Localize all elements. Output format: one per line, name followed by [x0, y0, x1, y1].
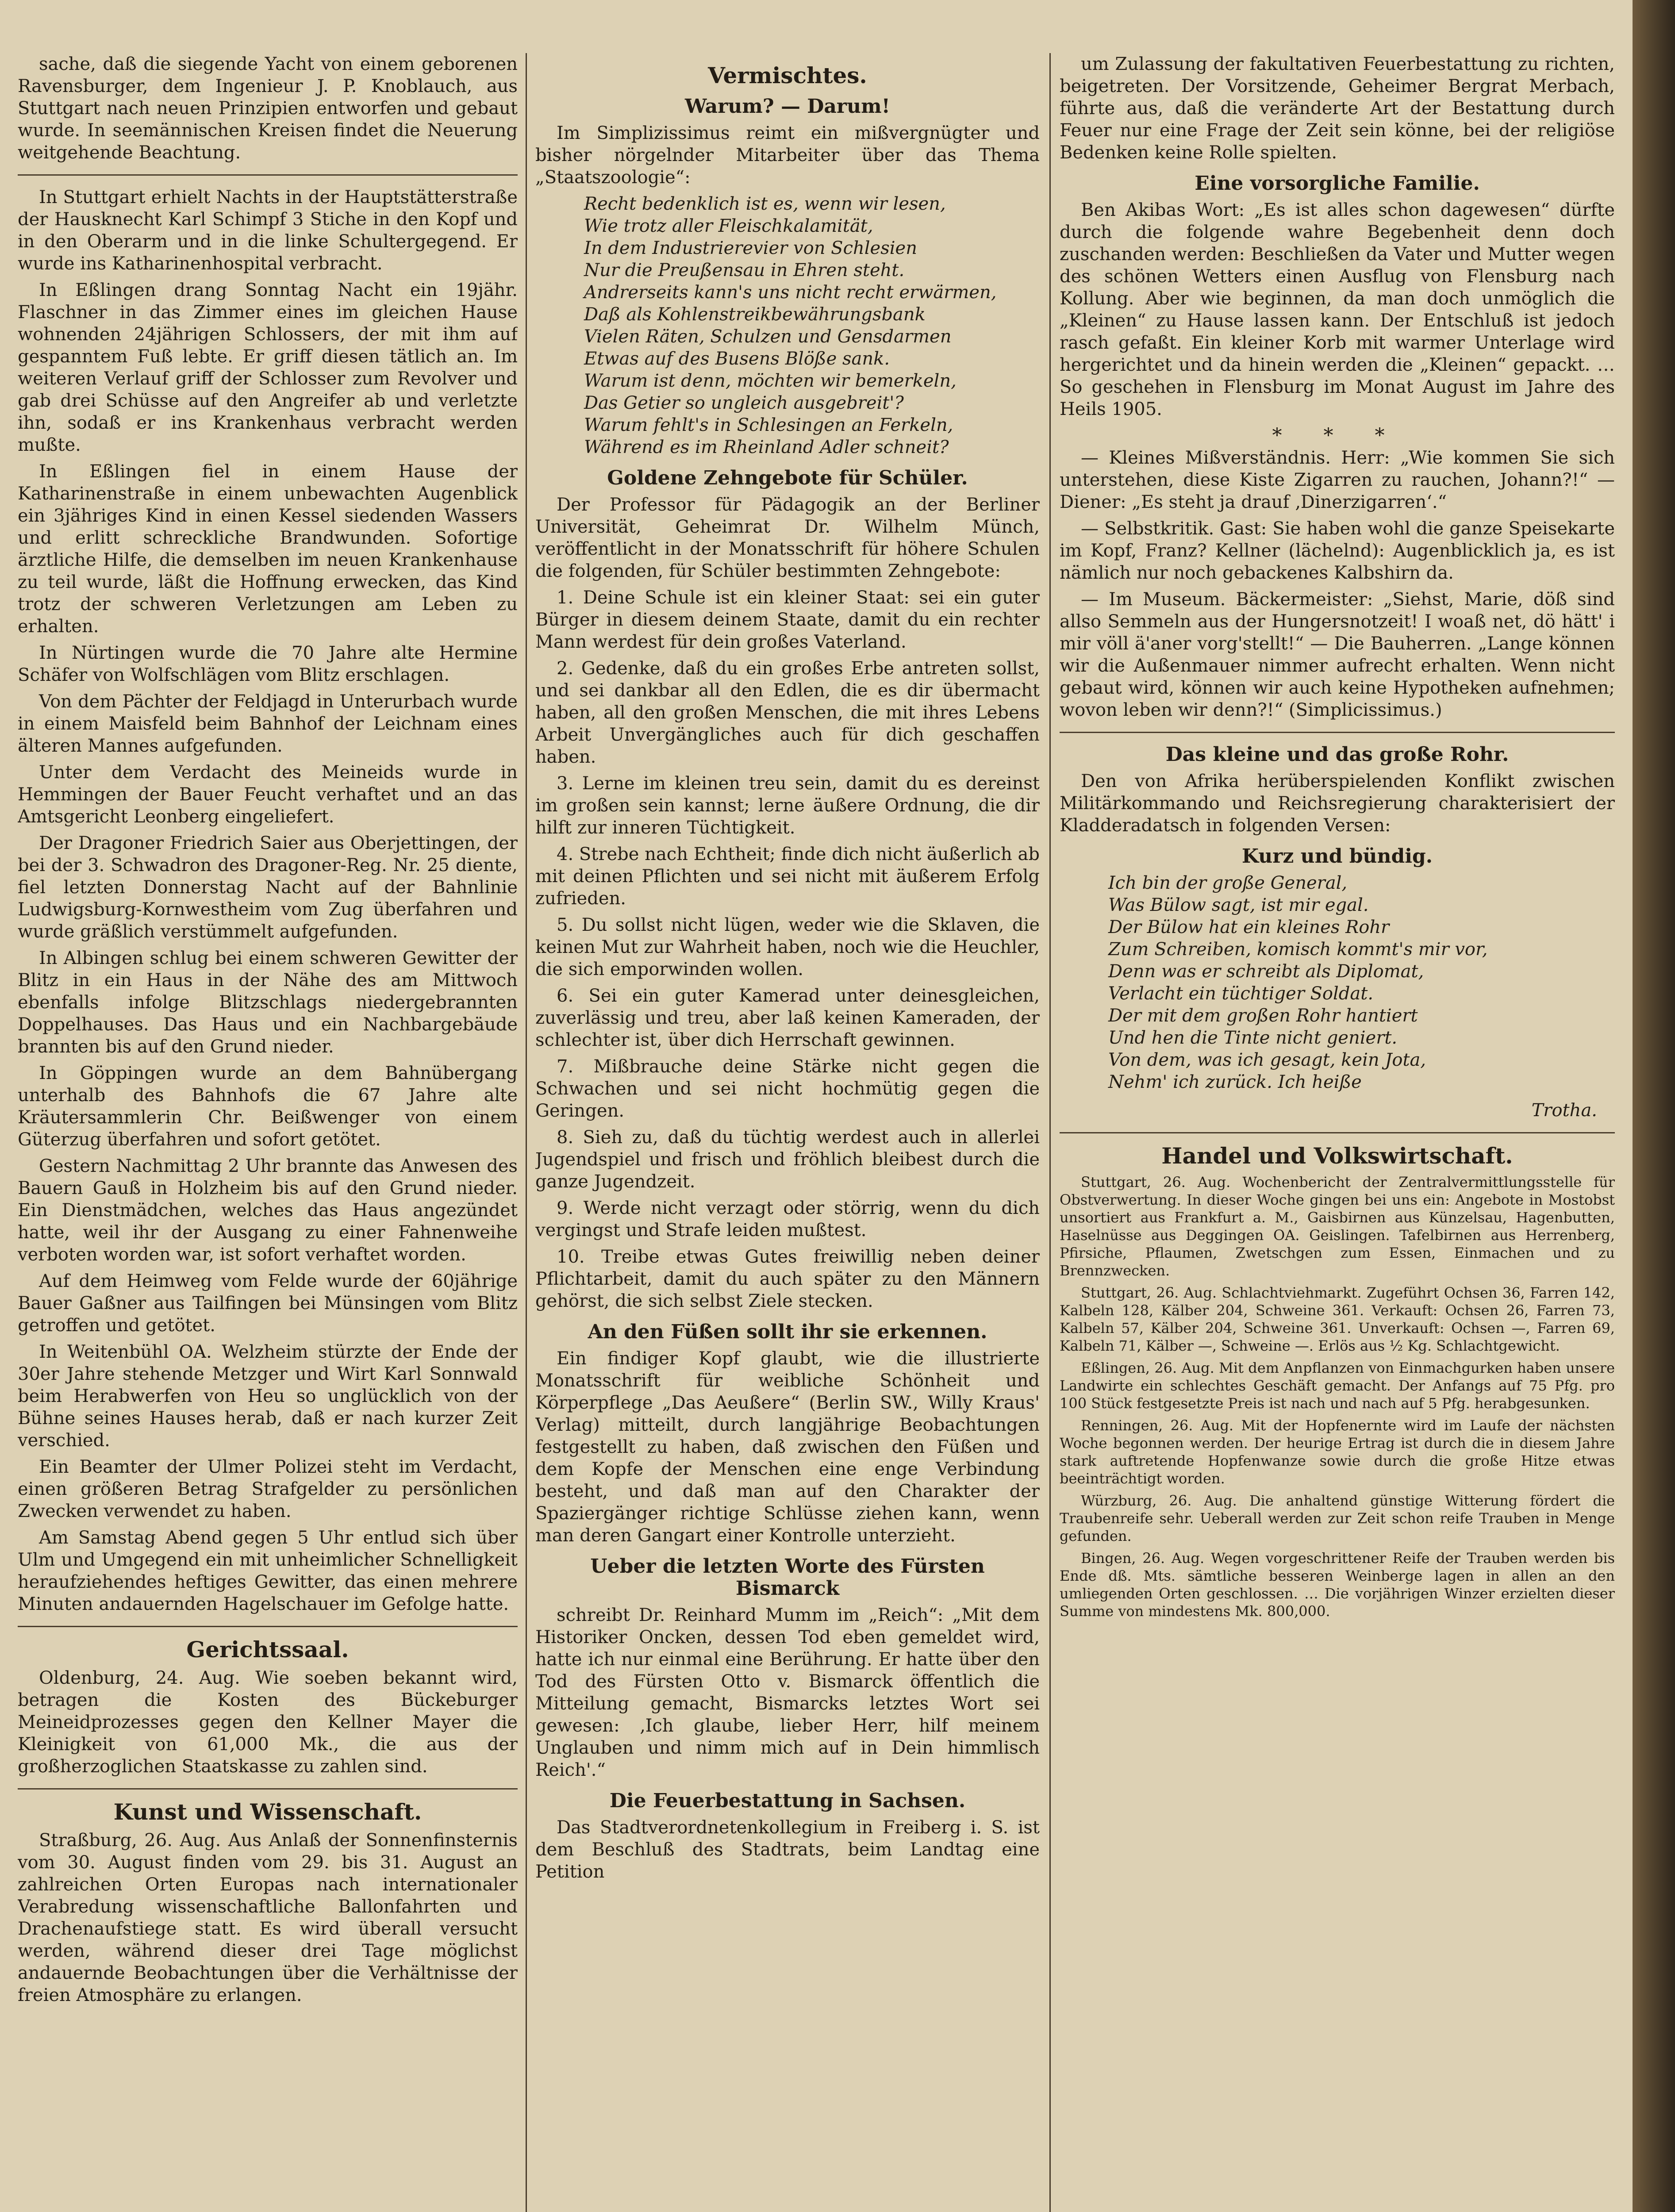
- poem: Recht bedenklich ist es, wenn wir lesen, Wie trotz aller Fleischkalamität, In dem Industrierevier von Schlesien Nur die Preußensau in Ehren steht. Andrerseits kann's uns nicht recht erwärmen, Daß als Kohlenstreikbewährungsbank Vielen Räten, Schulzen und Gensdarmen Etwas auf des Busens Blöße sank. Warum ist denn, möchten wir bemerkeln, Das Getier so ungleich ausgebreit'? Warum fehlt's in Schlesingen an Ferkeln, Während es im Rheinland Adler schneit?: [584, 194, 997, 457]
- article-paragraph: Unter dem Verdacht des Meineids wurde in Hemmingen der Bauer Feucht verhaftet und an das Amtsgericht Leonberg eingeliefert.: [18, 762, 518, 827]
- section-heading-vermischtes: Vermischtes.: [708, 62, 867, 88]
- article-paragraph: Auf dem Heimweg vom Felde wurde der 60jährige Bauer Gaßner aus Tailfingen bei Münsingen vom Blitz getroffen und getötet.: [18, 1271, 518, 1336]
- article-paragraph: 10. Treibe etwas Gutes freiwillig neben deiner Pflichtarbeit, damit du auch später zu den Männern gehörst, die sich selbst Ziele stecken.: [535, 1247, 1040, 1311]
- article-paragraph: 6. Sei ein guter Kamerad unter deinesgleichen, zuverlässig und treu, aber laß keinen Kameraden, der schlechter ist, über dich Herrschaft gewinnen.: [535, 986, 1040, 1050]
- section-heading-kunst: Kunst und Wissenschaft.: [113, 1799, 422, 1825]
- article-paragraph: 5. Du sollst nicht lügen, weder wie die Sklaven, die keinen Mut zur Wahrheit haben, noch wie die Heuchler, die sich emporwinden wollen.: [535, 915, 1040, 979]
- article-paragraph: In Weitenbühl OA. Welzheim stürzte der Ende der 30er Jahre stehende Metzger und Wirt Karl Sonnwald beim Herabwerfen von Heu so unglücklich von der Bühne seines Hauses herab, daß er nach kurzer Zeit verschied.: [18, 1342, 518, 1451]
- article-paragraph: Das Stadtverordnetenkollegium in Freiberg i. S. ist dem Beschluß des Stadtrats, beim Landtag eine Petition: [535, 1817, 1040, 1882]
- column-rule: [526, 53, 527, 2212]
- article-paragraph: Renningen, 26. Aug. Mit der Hopfenernte wird im Laufe der nächsten Woche begonnen werden. Der heurige Ertrag ist durch die in diesem Jahre stark auftretende Hopfenwanze sowie durch die große Hitze etwas beeinträchtigt worden.: [1060, 1417, 1615, 1487]
- divider: [1060, 732, 1615, 733]
- article-paragraph: 4. Strebe nach Echtheit; finde dich nicht äußerlich ab mit deinen Pflichten und sei nicht mit äußerem Erfolg zufrieden.: [535, 844, 1040, 909]
- column-rule: [1049, 53, 1051, 2212]
- article-paragraph: Den von Afrika herüberspielenden Konflikt zwischen Militärkommando und Reichsregierung charakterisiert der Kladderadatsch in folgenden Versen:: [1060, 771, 1615, 836]
- article-heading: Eine vorsorgliche Familie.: [1195, 172, 1480, 195]
- article-paragraph: Ben Akibas Wort: „Es ist alles schon dagewesen“ dürfte durch die folgende wahre Begebenheit denn doch zuschanden werden: Beschließen da Vater und Mutter wegen des schönen Wetters einen Ausflug von Flensburg nach Kollung. Aber wie beginnen, da man doch unmöglich die „Kleinen“ zu Hause lassen kann. Der Entschluß ist jedoch rasch gefaßt. Ein kleiner Korb mit warmer Unterlage wird hergerichtet und da hinein werden die „Kleinen“ gepackt. … So geschehen in Flensburg im Monat August im Jahre des Heils 1905.: [1060, 200, 1615, 419]
- article-heading: Goldene Zehngebote für Schüler.: [607, 467, 968, 489]
- article-paragraph: Straßburg, 26. Aug. Aus Anlaß der Sonnenfinsternis vom 30. August finden vom 29. bis 31. August an zahlreichen Orten Europas nach internationaler Verabredung wissenschaftliche Ballonfahrten und Drachenaufstiege statt. Es wird überall versucht werden, während dieser drei Tage möglichst andauernde Beobachtungen über die Verhältnisse der freien Atmosphäre zu erlangen.: [18, 1830, 518, 2005]
- article-paragraph: Würzburg, 26. Aug. Die anhaltend günstige Witterung fördert die Traubenreife sehr. Ueberall werden zur Zeit schon reife Trauben in Menge gefunden.: [1060, 1492, 1615, 1544]
- article-paragraph: 8. Sieh zu, daß du tüchtig werdest auch in allerlei Jugendspiel und frisch und fröhlich bleibest durch die ganze Jugendzeit.: [535, 1127, 1040, 1192]
- article-paragraph: 9. Werde nicht verzagt oder störrig, wenn du dich vergingst und Strafe leiden mußtest.: [535, 1198, 1040, 1240]
- article-paragraph: Eßlingen, 26. Aug. Mit dem Anpflanzen von Einmachgurken haben unsere Landwirte ein schlechtes Geschäft gemacht. Der Anfangs auf 75 Pfg. pro 100 Stück festgesetzte Preis ist nach und nach auf 5 Pfg. herabgesunken.: [1060, 1359, 1615, 1412]
- article-paragraph: In Stuttgart erhielt Nachts in der Hauptstätterstraße der Hausknecht Karl Schimpf 3 Stiche in den Kopf und in den Oberarm und in die linke Schultergegend. Er wurde ins Katharinenhospital verbracht.: [18, 187, 518, 274]
- article-paragraph: Von dem Pächter der Feldjagd in Unterurbach wurde in einem Maisfeld beim Bahnhof der Leichnam eines älteren Mannes aufgefunden.: [18, 691, 518, 756]
- poem-signature: Trotha.: [1531, 1100, 1597, 1121]
- article-paragraph: Ein findiger Kopf glaubt, wie die illustrierte Monatsschrift für weibliche Schönheit und Körperpflege „Das Aeußere“ (Berlin SW., Willy Kraus' Verlag) mitteilt, durch langjährige Beobachtungen festgestellt zu haben, daß zwischen den Füßen und dem Kopfe der Menschen eine enge Verbindung besteht, und daß man auf den Charakter der Spaziergänger richtige Schlüsse ziehen kann, wenn man deren Gangart einer Kontrolle unterzieht.: [535, 1348, 1040, 1546]
- article-paragraph: In Eßlingen drang Sonntag Nacht ein 19jähr. Flaschner in das Zimmer eines im gleichen Hause wohnenden 24jährigen Schlossers, der mit ihm auf gespanntem Fuß lebte. Er griff diesen tätlich an. Im weiteren Verlauf griff der Schlosser zum Revolver und gab drei Schüsse auf den Angreifer ab und verletzte ihn, sodaß er ins Krankenhaus verbracht werden mußte.: [18, 280, 518, 455]
- article-paragraph: In Nürtingen wurde die 70 Jahre alte Hermine Schäfer von Wolfschlägen vom Blitz erschlagen.: [18, 643, 518, 685]
- article-heading: Warum? — Darum!: [685, 95, 890, 118]
- article-paragraph: Der Professor für Pädagogik an der Berliner Universität, Geheimrat Dr. Wilhelm Münch, veröffentlicht in der Monatsschrift für höhere Schulen die folgenden, für Schüler bestimmten Zehngebote:: [535, 495, 1040, 581]
- section-heading-handel: Handel und Volkswirtschaft.: [1161, 1143, 1513, 1169]
- article-paragraph: Der Dragoner Friedrich Saier aus Oberjettingen, der bei der 3. Schwadron des Dragoner-Reg. Nr. 25 diente, fiel letzten Donnerstag Nacht auf der Bahnlinie Ludwigsburg-Kornwestheim vom Zug überfahren und wurde gräßlich verstümmelt aufgefunden.: [18, 833, 518, 942]
- article-heading: Ueber die letzten Worte des Fürsten Bismarck: [590, 1555, 985, 1600]
- divider: [18, 1626, 518, 1627]
- article-paragraph: In Eßlingen fiel in einem Hause der Katharinenstraße in einem unbewachten Augenblick ein 3jähriges Kind in einen Kessel siedenden Wassers und erlitt schreckliche Brandwunden. Sofortige ärztliche Hilfe, die demselben im neuen Krankenhause zu teil wurde, läßt die Hoffnung erwecken, das Kind trotz der schweren Verletzungen am Leben zu erhalten.: [18, 461, 518, 637]
- article-heading: Die Feuerbestattung in Sachsen.: [609, 1790, 966, 1812]
- article-paragraph: Oldenburg, 24. Aug. Wie soeben bekannt wird, betragen die Kosten des Bückeburger Meineidprozesses gegen den Kellner Mayer die Kleinigkeit von 61,000 Mk., die aus der großherzoglichen Staatskasse zu zahlen sind.: [18, 1668, 518, 1777]
- article-paragraph: — Im Museum. Bäckermeister: „Siehst, Marie, döß sind allso Semmeln aus der Hungersnotzeit! I woaß net, dö hätt' i mir völl ä'aner vorg'stellt!“ — Die Bauherren. „Lange können wir die Außenmauer nimmer aufrecht erhalten. Wenn nicht gebaut wird, können wir auch keine Hypotheken aufnehmen; wovon leben wir denn?!“ (Simplicissimus.): [1060, 589, 1615, 720]
- article-paragraph: um Zulassung der fakultativen Feuerbestattung zu richten, beigetreten. Der Vorsitzende, Geheimer Bergrat Merbach, führte aus, daß die veränderte Art der Bestattung durch Feuer nur eine Frage der Zeit sein könne, bei der religiöse Bedenken keine Rolle spielten.: [1060, 54, 1615, 163]
- article-paragraph: schreibt Dr. Reinhard Mumm im „Reich“: „Mit dem Historiker Oncken, dessen Tod eben gemeldet wird, hatte ich nur einmal eine Berührung. Er hatte über den Tod des Fürsten Otto v. Bismarck öffentlich die Mitteilung gemacht, Bismarcks letztes Wort sei gewesen: ‚Ich glaube, lieber Herr, hilf meinem Unglauben und nimm mich auf in Dein himmlisch Reich'.“: [535, 1605, 1040, 1780]
- article-paragraph: 1. Deine Schule ist ein kleiner Staat: sei ein guter Bürger in diesem deinem Staate, damit du ein rechter Mann werdest für dein großes Vaterland.: [535, 588, 1040, 652]
- article-paragraph: Bingen, 26. Aug. Wegen vorgeschrittener Reife der Trauben werden bis Ende dß. Mts. sämtliche besseren Weinberge lagen in allen an den umliegenden Orten geschlossen. … Die vorjährigen Winzer erzielten dieser Summe von mindestens Mk. 800,000.: [1060, 1550, 1615, 1620]
- divider: [1060, 1132, 1615, 1133]
- article-paragraph: In Göppingen wurde an dem Bahnübergang unterhalb des Bahnhofs die 67 Jahre alte Kräutersammlerin Chr. Beißwenger von einem Güterzug überfahren und sofort getötet.: [18, 1063, 518, 1150]
- column-left: [18, 53, 518, 2212]
- article-paragraph: In Albingen schlug bei einem schweren Gewitter der Blitz in ein Haus in der Nähe des am Mittwoch ebenfalls infolge Blitzschlags niedergebrannten Doppelhauses. Das Haus und ein Nachbargebäude brannten bis auf den Grund nieder.: [18, 948, 518, 1057]
- article-paragraph: Im Simplizissimus reimt ein mißvergnügter und bisher nörgelnder Mitarbeiter über das Thema „Staatszoologie“:: [535, 123, 1040, 188]
- article-paragraph: Stuttgart, 26. Aug. Schlachtviehmarkt. Zugeführt Ochsen 36, Farren 142, Kalbeln 128, Kälber 204, Schweine 361. Verkauft: Ochsen 26, Farren 73, Kalbeln 57, Kälber 204, Schweine 361. Unverkauft: Ochsen —, Farren 69, Kalbeln 71, Kälber —, Schweine —. Erlös aus ½ Kg. Schlachtgewicht.: [1060, 1284, 1615, 1354]
- section-heading-gerichtssaal: Gerichtssaal.: [186, 1636, 349, 1663]
- poem-title: Kurz und bündig.: [1241, 845, 1433, 868]
- article-paragraph: 2. Gedenke, daß du ein großes Erbe antreten sollst, und sei dankbar all den Edlen, die es dir übermacht haben, all den großen Menschen, die mit ihres Lebens Arbeit Unvergängliches auch für dich geschaffen haben.: [535, 658, 1040, 767]
- column-middle: [535, 53, 1040, 2212]
- article-paragraph: — Selbstkritik. Gast: Sie haben wohl die ganze Speisekarte im Kopf, Franz? Kellner (lächelnd): Augenblicklich ja, es ist nämlich nur noch gebackenes Kalbshirn da.: [1060, 518, 1615, 583]
- article-paragraph: sache, daß die siegende Yacht von einem geborenen Ravensburger, dem Ingenieur J. P. Knoblauch, aus Stuttgart nach neuen Prinzipien entworfen und gebaut wurde. In seemännischen Kreisen findet die Neuerung weitgehende Beachtung.: [18, 54, 518, 163]
- column-right: [1060, 53, 1615, 2212]
- article-paragraph: Ein Beamter der Ulmer Polizei steht im Verdacht, einen größeren Betrag Strafgelder zu persönlichen Zwecken verwendet zu haben.: [18, 1457, 518, 1521]
- poem: Ich bin der große General, Was Bülow sagt, ist mir egal. Der Bülow hat ein kleines Rohr Zum Schreiben, komisch kommt's mir vor, Denn was er schreibt als Diplomat, Verlacht ein tüchtiger Soldat. Der mit dem großen Rohr hantiert Und hen die Tinte nicht geniert. Von dem, was ich gesagt, kein Jota, Nehm' ich zurück. Ich heiße: [1108, 873, 1488, 1092]
- article-paragraph: 7. Mißbrauche deine Stärke nicht gegen die Schwachen und sei nicht hochmütig gegen die Geringen.: [535, 1056, 1040, 1121]
- article-heading: An den Füßen sollt ihr sie erkennen.: [588, 1321, 987, 1343]
- article-paragraph: Am Samstag Abend gegen 5 Uhr entlud sich über Ulm und Umgegend ein mit unheimlicher Schnelligkeit heraufziehendes heftiges Gewitter, das einen mehrere Minuten andauernden Hagelschauer im Gefolge hatte.: [18, 1528, 518, 1614]
- page-edge: [1633, 0, 1675, 2212]
- article-paragraph: Gestern Nachmittag 2 Uhr brannte das Anwesen des Bauern Gauß in Holzheim bis auf den Grund nieder. Ein Dienstmädchen, welches das Haus angezündet hatte, weil ihr der Ausgang zu einer Fahnenweihe verboten worden war, ist sofort verhaftet worden.: [18, 1156, 518, 1265]
- divider: [18, 1788, 518, 1790]
- article-paragraph: 3. Lerne im kleinen treu sein, damit du es dereinst im großen sein kannst; lerne äußere Ordnung, die dir hilft zur inneren Tüchtigkeit.: [535, 773, 1040, 838]
- separator-stars: * * *: [1272, 424, 1402, 447]
- article-paragraph: Stuttgart, 26. Aug. Wochenbericht der Zentralvermittlungsstelle für Obstverwertung. In dieser Woche gingen bei uns ein: Angebote in Mostobst unsortiert aus Frankfurt a. M., Gaisbirnen aus Künzelsau, Hagenbutten, Haselnüsse aus Deggingen OA. Geislingen. Tafelbirnen aus Herrenberg, Pfirsiche, Pflaumen, Zwetschgen zum Essen, Einmachen und zu Brennzwecken.: [1060, 1174, 1615, 1279]
- divider: [18, 174, 518, 176]
- article-paragraph: — Kleines Mißverständnis. Herr: „Wie kommen Sie sich unterstehen, diese Kiste Zigarren zu rauchen, Johann?!“ — Diener: „Es steht ja drauf ‚Dinerzigarren‘.“: [1060, 448, 1615, 512]
- article-heading: Das kleine und das große Rohr.: [1165, 743, 1509, 766]
